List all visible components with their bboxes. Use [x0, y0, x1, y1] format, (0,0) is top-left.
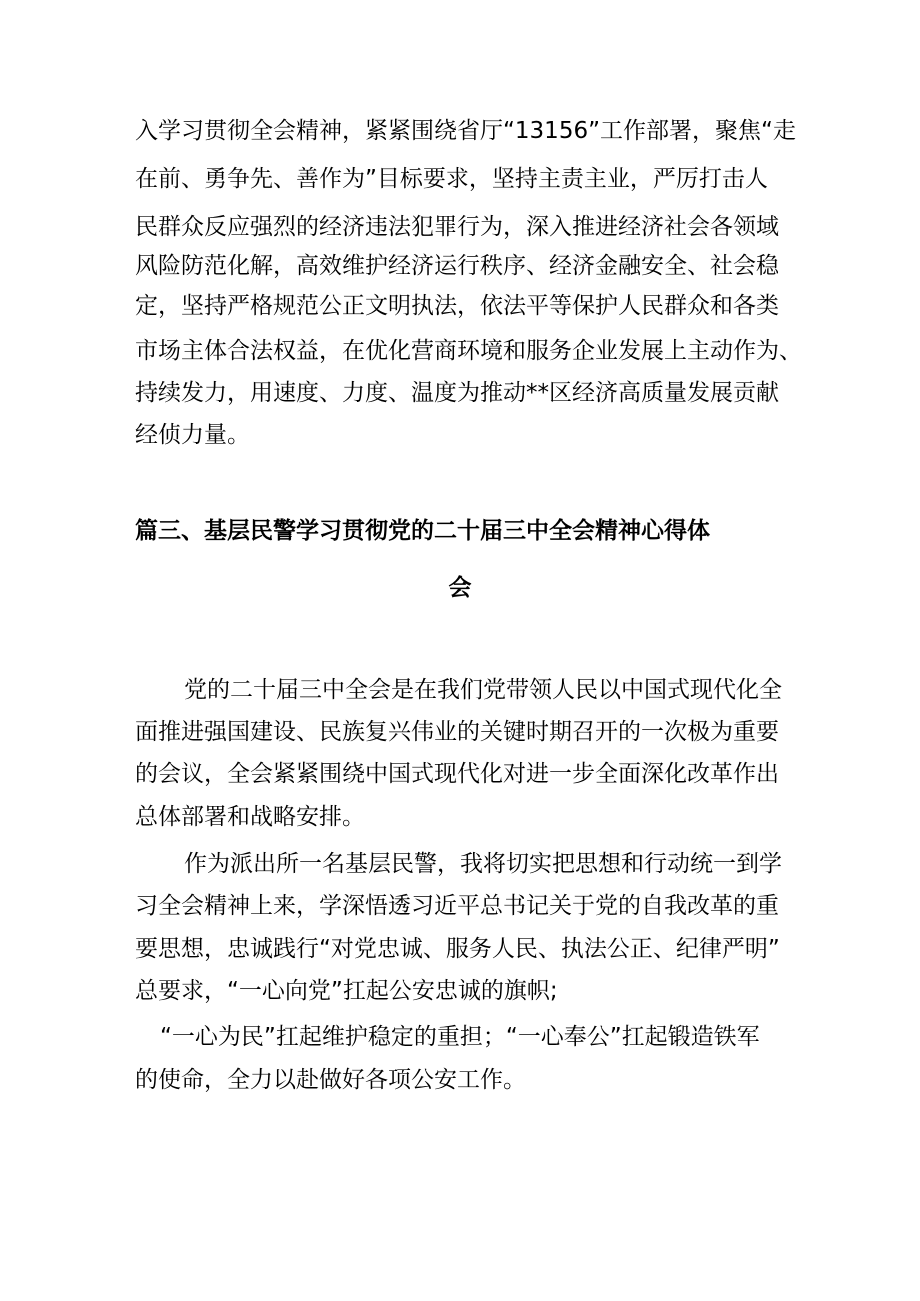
paragraph-line: 风险防范化解，高效维护经济运行秩序、经济金融安全、社会稳 [135, 253, 779, 279]
section-title: 篇三、基层民警学习贯彻党的二十届三中全会精神心得体 [135, 518, 710, 544]
paragraph-line: 要思想，忠诚践行“对党忠诚、服务人民、执法公正、纪律严明” [135, 936, 780, 962]
paragraph-line: 在前、勇争先、善作为”目标要求，坚持主责主业，严厉打击人 [135, 166, 768, 192]
paragraph-line: 经侦力量。 [135, 422, 250, 448]
paragraph-line: 定，坚持严格规范公正文明执法，依法平等保护人民群众和各类 [135, 293, 779, 319]
paragraph-line: 作为派出所一名基层民警，我将切实把思想和行动统一到学 [184, 851, 782, 877]
paragraph-line: 持续发力，用速度、力度、温度为推动**区经济高质量发展贡献 [135, 380, 779, 406]
paragraph-line: 总要求，“一心向党”扛起公安忠诚的旗帜; [135, 978, 558, 1004]
section-title-continued: 会 [448, 575, 472, 601]
paragraph-line: “一心为民”扛起维护稳定的重担；“一心奉公”扛起锻造铁军 [160, 1024, 760, 1050]
paragraph-line: 市场主体合法权益，在优化营商环境和服务企业发展上主动作为、 [135, 338, 802, 364]
paragraph-line: 入学习贯彻全会精神，紧紧围绕省厅“13156”工作部署，聚焦“走 [135, 118, 796, 144]
paragraph-line: 的会议，全会紧紧围绕中国式现代化对进一步全面深化改革作出 [135, 761, 779, 787]
paragraph-line: 面推进强国建设、民族复兴伟业的关键时期召开的一次极为重要 [135, 719, 779, 745]
paragraph-line: 的使命，全力以赴做好各项公安工作。 [135, 1067, 526, 1093]
paragraph-line: 党的二十届三中全会是在我们党带领人民以中国式现代化全 [184, 677, 782, 703]
paragraph-line: 习全会精神上来，学深悟透习近平总书记关于党的自我改革的重 [135, 893, 779, 919]
paragraph-line: 民群众反应强烈的经济违法犯罪行为，深入推进经济社会各领域 [135, 214, 779, 240]
paragraph-line: 总体部署和战略安排。 [135, 804, 365, 830]
